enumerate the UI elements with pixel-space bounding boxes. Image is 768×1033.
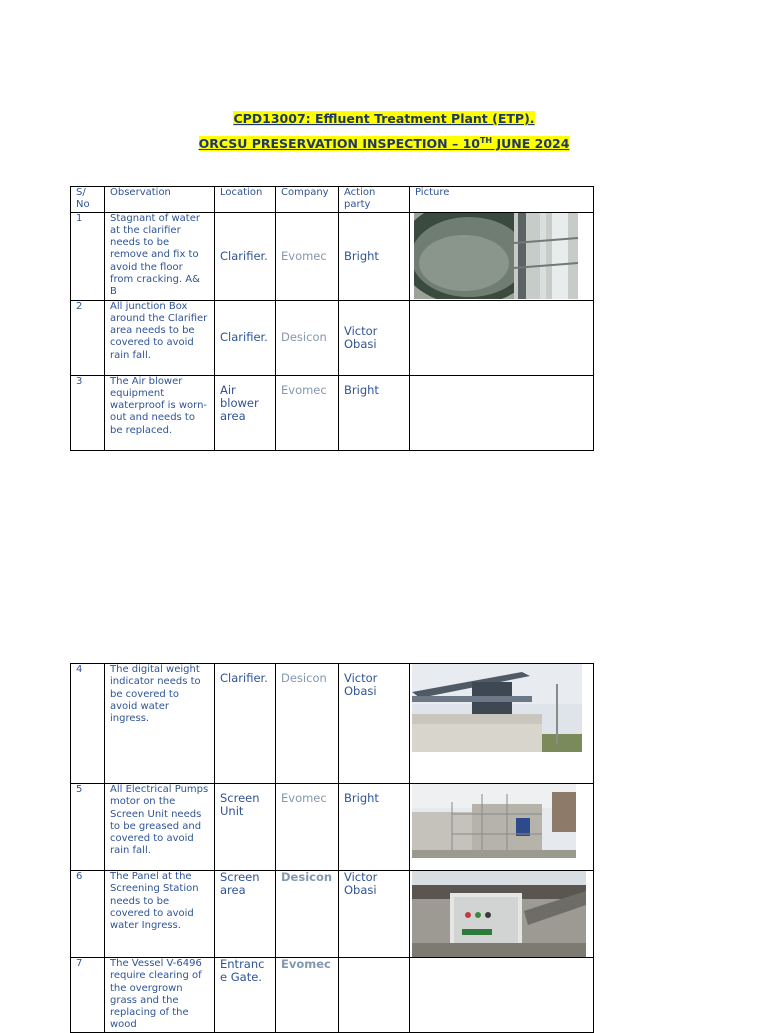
row-observation: The digital weight indicator needs to be covered to avoid water ingress.	[105, 664, 215, 784]
inspection-table-1	[70, 186, 594, 451]
row-sno: 7	[71, 958, 105, 1033]
clarifier-photo	[414, 213, 578, 299]
row-action-party: Victor Obasi	[339, 664, 410, 784]
row-location: Screen Unit	[215, 784, 276, 871]
table-row	[71, 664, 594, 784]
row-observation: The Air blower equipment waterproof is worn-out and needs to be replaced.	[105, 375, 215, 450]
row-company: Evomec	[276, 784, 339, 871]
row-company: Desicon	[276, 871, 339, 958]
header-action-party: Action party	[339, 187, 410, 213]
table-row	[71, 212, 594, 300]
row-company: Evomec	[276, 212, 339, 300]
row-action-party: Bright	[339, 784, 410, 871]
table-row	[71, 871, 594, 958]
inspection-table-2	[70, 663, 594, 1033]
header-sno: S/ No	[71, 187, 105, 213]
row-sno: 5	[71, 784, 105, 871]
row-company: Evomec	[276, 375, 339, 450]
row-company: Desicon	[276, 664, 339, 784]
screening-panel-photo	[412, 871, 586, 957]
header-company: Company	[276, 187, 339, 213]
row-picture	[410, 375, 594, 450]
weight-indicator-photo	[412, 664, 582, 752]
table-row	[71, 784, 594, 871]
document-subtitle: ORCSU PRESERVATION INSPECTION – 10TH JUNE 2024	[198, 136, 570, 152]
row-sno: 4	[71, 664, 105, 784]
row-sno: 2	[71, 300, 105, 375]
header-picture: Picture	[410, 187, 594, 213]
row-picture	[410, 958, 594, 1033]
row-sno: 6	[71, 871, 105, 958]
row-location: Clarifier.	[215, 300, 276, 375]
header-observation: Observation	[105, 187, 215, 213]
row-observation: The Vessel V-6496 require clearing of the overgrown grass and the replacing of the wood	[105, 958, 215, 1033]
row-action-party: Bright	[339, 375, 410, 450]
row-picture	[410, 784, 594, 871]
row-picture	[410, 664, 594, 784]
row-picture	[410, 300, 594, 375]
row-location: Clarifier.	[215, 212, 276, 300]
row-location: Entranc e Gate.	[215, 958, 276, 1033]
row-action-party: Bright	[339, 212, 410, 300]
table-row	[71, 375, 594, 450]
row-action-party	[339, 958, 410, 1033]
row-sno: 3	[71, 375, 105, 450]
row-company: Evomec	[276, 958, 339, 1033]
row-observation: The Panel at the Screening Station needs to be covered to avoid water Ingress.	[105, 871, 215, 958]
row-action-party: Victor Obasi	[339, 300, 410, 375]
document-title: CPD13007: Effluent Treatment Plant (ETP).	[233, 111, 535, 126]
row-location: Clarifier.	[215, 664, 276, 784]
row-action-party: Victor Obasi	[339, 871, 410, 958]
row-observation: All junction Box around the Clarifier area needs to be covered to avoid rain fall.	[105, 300, 215, 375]
row-location: Air blower area	[215, 375, 276, 450]
row-sno: 1	[71, 212, 105, 300]
row-picture	[410, 871, 594, 958]
header-location: Location	[215, 187, 276, 213]
row-picture	[410, 212, 594, 300]
row-location: Screen area	[215, 871, 276, 958]
row-observation: All Electrical Pumps motor on the Screen Unit needs to be greased and covered to avoid rain fall.	[105, 784, 215, 871]
screen-unit-photo	[412, 784, 576, 858]
row-observation: Stagnant of water at the clarifier needs to be remove and fix to avoid the floor from cracking. A& B	[105, 212, 215, 300]
table-header-row	[71, 187, 594, 213]
table-row	[71, 300, 594, 375]
row-company: Desicon	[276, 300, 339, 375]
table-row	[71, 958, 594, 1033]
